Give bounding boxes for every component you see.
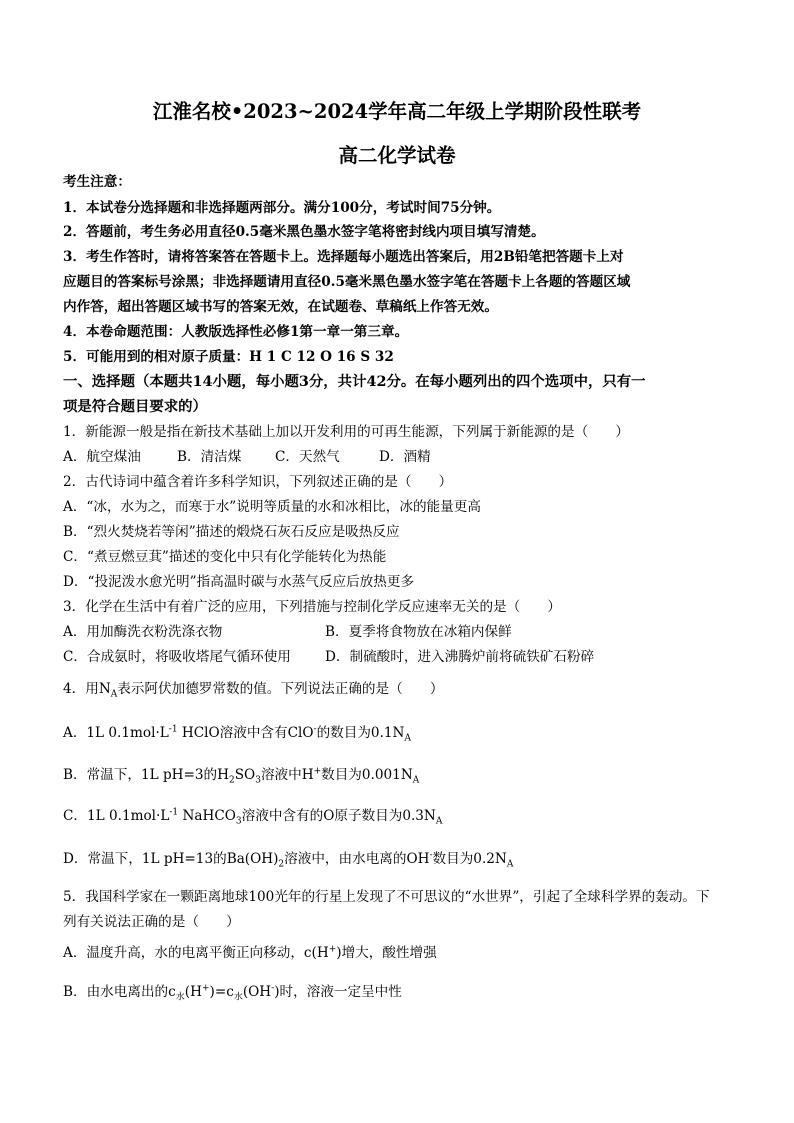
note-4: 4．本卷命题范围：人教版选择性必修1第一章一第三章。 — [63, 324, 409, 340]
q4-a-text: A．1L 0.1mol·L — [63, 725, 169, 741]
q4-option-d — [63, 850, 513, 868]
q2-option-a: A．“冰，水为之，而寒于水”说明等质量的水和冰相比，冰的能量更高 — [63, 499, 481, 515]
q5-b-paren-open1: ( — [184, 984, 191, 1000]
q1-stem: 1．新能源一般是指在新技术基础上加以开发利用的可再生能源，下列属于新能源的是（ ） — [63, 424, 629, 440]
q5-stem-line2: 列有关说法正确的是（ ） — [63, 914, 240, 930]
q5-b-paren-close1: ) — [209, 984, 215, 1000]
q4-a-sub: A — [404, 733, 411, 744]
q4-stem-text-end: 表示阿伏加德罗常数的值。下列说法正确的是（ ） — [117, 681, 444, 697]
q4-b-text-end: 数目为0.001N — [321, 767, 413, 783]
q5-b-sup1: + — [201, 983, 210, 994]
q4-a-sup2: - — [313, 724, 317, 735]
exam-subtitle: 高二化学试卷 — [338, 144, 456, 167]
exam-title: 江淮名校•2023~2024学年高二年级上学期阶段性联考 — [152, 100, 642, 123]
q1-option-c: C．天然气 — [275, 449, 340, 465]
note-3b: 应题目的答案标号涂黑；非选择题请用直径0.5毫米黑色墨水签字笔在答题卡上各题的答题区域 — [63, 274, 631, 290]
q2-option-b: B．“烈火焚烧若等闲”描述的煅烧石灰石反应是吸热反应 — [63, 524, 400, 540]
q3-option-c: C．合成氨时，将吸收塔尾气循环使用 — [63, 649, 291, 665]
q5-a-ion: H — [316, 945, 329, 961]
section-heading-line2: 项是符合题目要求的） — [63, 398, 207, 415]
q3-option-d: D．制硫酸时，进入沸腾炉前将硫铁矿石粉碎 — [325, 649, 595, 665]
q4-d-sub1: 2 — [278, 859, 285, 870]
q4-b-sup: + — [313, 766, 322, 777]
q5-b-eq: =c — [214, 984, 234, 1000]
note-2: 2．答题前，考生务必用直径0.5毫米黑色墨水签字笔将密封线内项目填写清楚。 — [63, 224, 545, 240]
q4-d-text-end: 数目为0.2N — [432, 851, 507, 867]
q5-a-paren-close: ) — [336, 945, 342, 961]
q4-a-text-mid: HClO溶液中含有ClO — [177, 725, 314, 741]
q4-b-text: B．常温下，1L pH=3的H — [63, 767, 229, 783]
q4-b-sub3: A — [412, 775, 420, 786]
q4-b-sub1: 2 — [229, 775, 235, 786]
q5-b-ion1: H — [190, 984, 202, 1000]
q5-a-paren-open: ( — [311, 945, 317, 961]
q4-b-text-mid2: 溶液中H — [260, 767, 314, 783]
note-3c: 内作答，超出答题区域书写的答案无效，在试题卷、草稿纸上作答无效。 — [63, 299, 498, 315]
q4-d-text: D．常温下，1L pH=13的Ba(OH) — [63, 851, 279, 867]
q5-b-sup2: - — [271, 983, 275, 994]
q5-b-text-end: 时，溶液一定呈中性 — [279, 984, 402, 1000]
notes-heading: 考生注意： — [63, 174, 131, 190]
q4-d-sub2: A — [506, 859, 514, 870]
q3-option-a: A．用加酶洗衣粉洗涤衣物 — [63, 624, 223, 640]
q4-d-text-mid: 溶液中，由水电离的OH — [284, 851, 430, 867]
q4-stem — [63, 680, 443, 698]
q1-options — [63, 448, 431, 466]
note-5: 5．可能用到的相对原子质量：H 1 C 12 O 16 S 32 — [63, 349, 394, 365]
q4-c-text: C．1L 0.1mol·L — [63, 808, 170, 824]
q5-a-text: A．温度升高，水的电离平衡正向移动，c — [63, 945, 312, 961]
q1-option-a: A．航空煤油 — [63, 449, 141, 465]
q4-option-b — [63, 766, 419, 784]
q4-d-sup: - — [429, 850, 433, 861]
q4-b-sub2: 3 — [255, 775, 261, 786]
q5-a-text-end: 增大，酸性增强 — [341, 945, 437, 961]
q2-option-c: C．“煮豆燃豆萁”描述的变化中只有化学能转化为热能 — [63, 549, 387, 565]
q5-option-a — [63, 944, 437, 962]
q4-c-sup: -1 — [169, 807, 179, 818]
q5-stem-line1: 5．我国科学家在一颗距离地球100光年的行星上发现了不可思议的“水世界”，引起了全球科学界的轰动。下 — [63, 889, 710, 905]
q4-a-sup: -1 — [168, 724, 178, 735]
note-3a: 3．考生作答时，请将答案答在答题卡上。选择题每小题选出答案后，用2B铅笔把答题卡上对 — [63, 249, 624, 265]
q5-b-paren-close2: ) — [274, 984, 280, 1000]
q2-stem: 2．古代诗词中蕴含着许多科学知识，下列叙述正确的是（ ） — [63, 474, 453, 490]
q3-stem: 3．化学在生活中有着广泛的应用，下列措施与控制化学反应速率无关的是（ ） — [63, 599, 562, 615]
q4-c-sub2: A — [435, 816, 443, 827]
q5-b-sub2: 水 — [233, 992, 243, 1003]
q5-b-sub1: 水 — [175, 992, 185, 1003]
q5-option-b — [63, 983, 402, 1001]
q4-stem-subscript: A — [110, 689, 118, 700]
q4-a-text-end: 的数目为0.1N — [316, 725, 405, 741]
q4-c-sub1: 3 — [235, 816, 242, 827]
section-heading-line1: 一、选择题（本题共14小题，每小题3分，共计42分。在每小题列出的四个选项中，只有一 — [63, 373, 646, 390]
q4-c-text-mid: NaHCO — [178, 808, 236, 824]
q4-c-text-end: 溶液中含有的O原子数目为0.3N — [241, 808, 436, 824]
q2-option-d: D．“投泥泼水愈光明”指高温时碳与水蒸气反应后放热更多 — [63, 574, 415, 590]
q5-a-sup: + — [328, 944, 337, 955]
q4-stem-text: 4．用N — [63, 681, 111, 697]
q5-b-paren-open2: ( — [242, 984, 249, 1000]
q5-b-text: B．由水电离出的c — [63, 984, 176, 1000]
q5-b-ion2: OH — [248, 984, 272, 1000]
q1-option-b: B．清洁煤 — [177, 449, 242, 465]
q4-b-text-mid1: SO — [234, 767, 256, 783]
note-1: 1．本试卷分选择题和非选择题两部分。满分100分，考试时间75分钟。 — [63, 200, 501, 216]
q4-option-a — [63, 724, 411, 742]
q4-option-c — [63, 807, 442, 825]
q1-option-d: D．酒精 — [379, 449, 431, 465]
q3-options-row1 — [63, 623, 512, 641]
q3-option-b: B．夏季将食物放在冰箱内保鲜 — [325, 624, 512, 640]
q3-options-row2 — [63, 648, 594, 666]
